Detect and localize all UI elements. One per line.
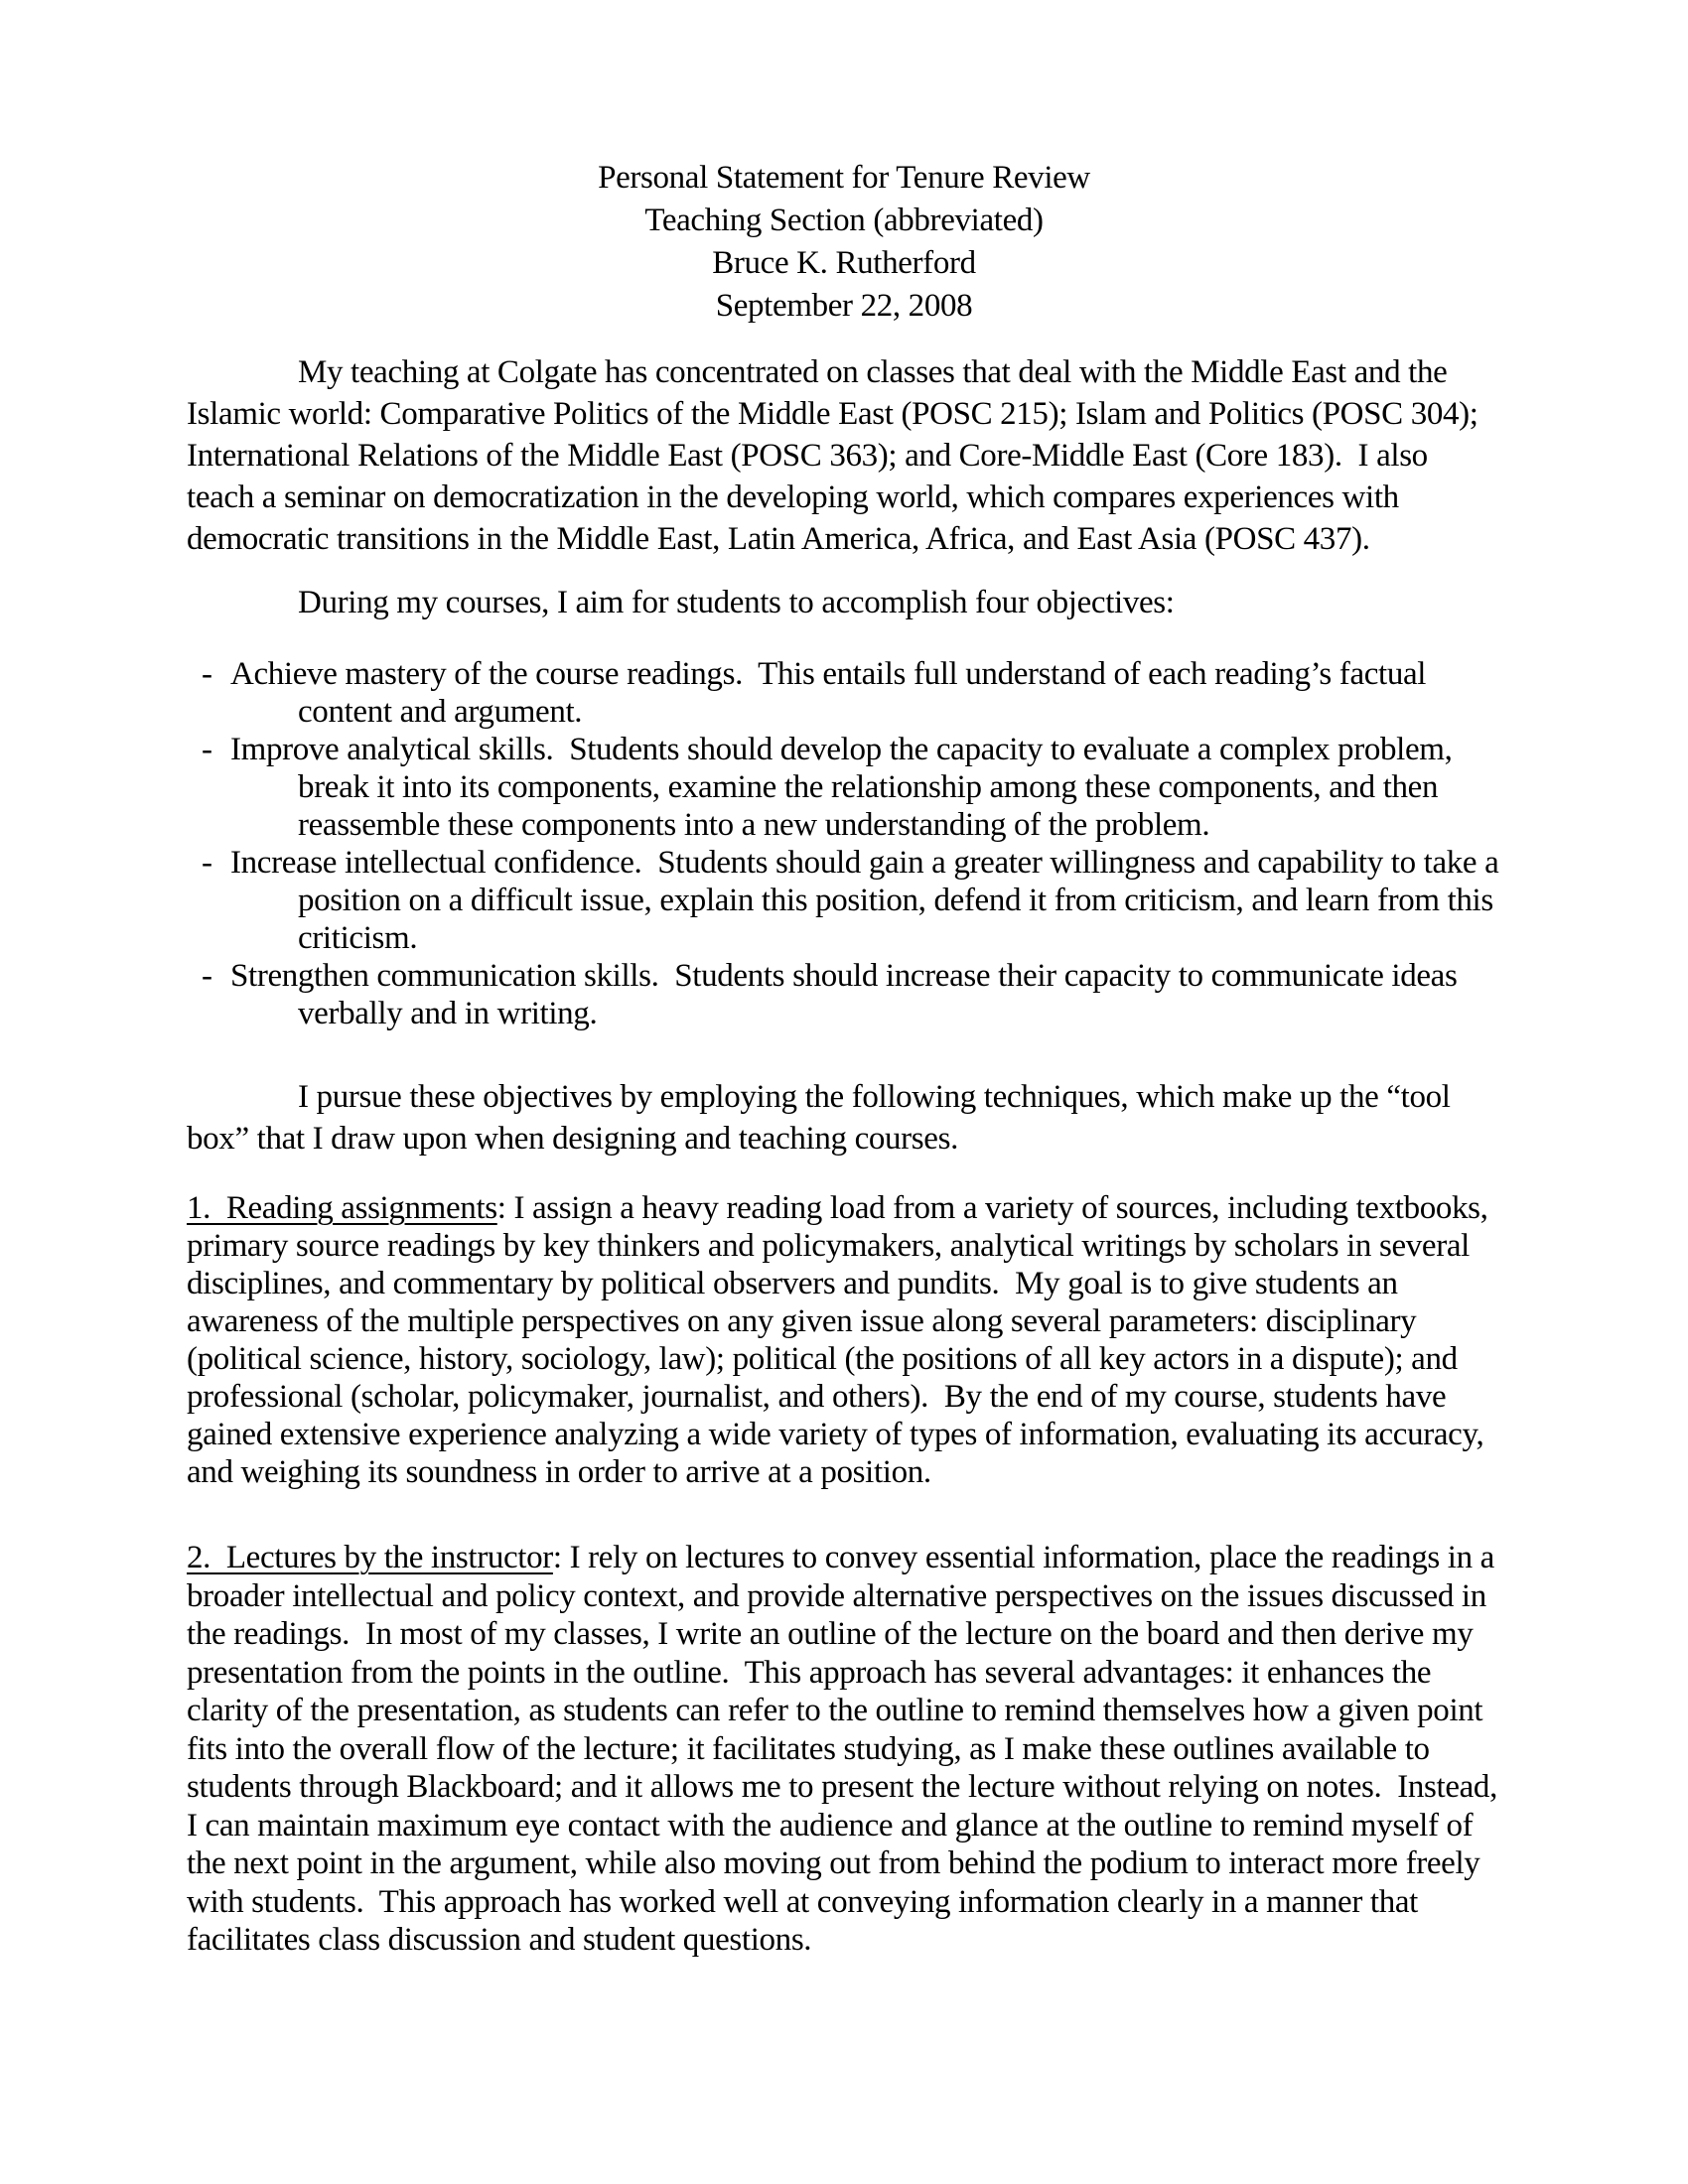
document-title-block bbox=[187, 157, 1501, 328]
section-lectures bbox=[187, 1539, 1505, 1960]
objectives-list bbox=[187, 655, 1507, 1032]
section-reading-assignments bbox=[187, 1189, 1501, 1491]
paragraph-teaching-intro: My teaching at Colgate has concentrated on classes that deal with the Middle East and the Islamic world: Comparative Politics of the Middle East (POSC 215); Islam and Politics (POSC 304); International Relations of the Middle East (POSC 363); and Core-Middle East (Core 183). I also teach a seminar on democratization in the developing world, which compares experiences with democratic transitions in the Middle East, Latin America, Africa, and East Asia (POSC 437). bbox=[187, 354, 1486, 557]
document-author: Bruce K. Rutherford bbox=[712, 245, 976, 281]
paragraph-toolbox: I pursue these objectives by employing the following techniques, which make up the “tool box” that I draw upon when designing and teaching courses. bbox=[187, 1079, 1459, 1157]
section-heading-reading-assignments: 1. Reading assignments bbox=[187, 1190, 497, 1226]
objective-text: Achieve mastery of the course readings. This entails full understand of each reading’s factual content and argument. bbox=[230, 656, 1435, 730]
objective-item-confidence bbox=[187, 844, 1507, 957]
bullet-dash: - bbox=[202, 958, 212, 994]
bullet-dash: - bbox=[202, 732, 212, 767]
document-date: September 22, 2008 bbox=[715, 288, 973, 324]
objective-item-analytical bbox=[187, 731, 1501, 844]
section-body-reading-assignments: : I assign a heavy reading load from a variety of sources, including textbooks, primary source readings by key thinkers and policymakers, analytical writings by scholars in several disciplines, and commentary by political observers and pundits. My goal is to give students an awareness of the multiple perspectives on any given issue along several parameters: disciplinary (political science, history, sociology, law); political (the positions of all key actors in a dispute); and professional (scholar, policymaker, journalist, and others). By the end of my course, students have gained extensive experience analyzing a wide variety of types of information, evaluating its accuracy, and weighing its soundness in order to arrive at a position. bbox=[187, 1190, 1496, 1490]
section-heading-lectures: 2. Lectures by the instructor bbox=[187, 1540, 553, 1575]
objective-text: Strengthen communication skills. Students should increase their capacity to communicate ideas verbally and in writing. bbox=[230, 958, 1466, 1031]
paragraph-objectives-lead: During my courses, I aim for students to accomplish four objectives: bbox=[298, 585, 1175, 620]
section-body-lectures: : I rely on lectures to convey essential information, place the readings in a broader intellectual and policy context, and provide alternative perspectives on the issues discussed in the readings. In most of my classes, I write an outline of the lecture on the board and then derive my presentation from the points in the outline. This approach has several advantages: it enhances the clarity of the presentation, as students can refer to the outline to remind themselves how a given point fits into the overall flow of the lecture; it facilitates studying, as I make these outlines available to students through Blackboard; and it allows me to present the lecture without relying on notes. Instead, I can maintain maximum eye contact with the audience and glance at the outline to remind myself of the next point in the argument, while also moving out from behind the podium to interact more freely with students. This approach has worked well at conveying information clearly in a manner that facilitates class discussion and student questions. bbox=[187, 1540, 1505, 1958]
document-subtitle: Teaching Section (abbreviated) bbox=[644, 203, 1044, 238]
objective-item-communication bbox=[187, 957, 1501, 1032]
objective-item-mastery bbox=[187, 655, 1501, 731]
bullet-dash: - bbox=[202, 845, 212, 881]
document-title: Personal Statement for Tenure Review bbox=[598, 160, 1090, 196]
objective-text: Improve analytical skills. Students should develop the capacity to evaluate a complex problem, break it into its components, examine the relationship among these components, and then reassemble these components into a new understanding of the problem. bbox=[230, 732, 1461, 843]
objective-text: Increase intellectual confidence. Students should gain a greater willingness and capability to take a position on a difficult issue, explain this position, defend it from criticism, and learn from this criticism. bbox=[230, 845, 1507, 956]
bullet-dash: - bbox=[202, 656, 212, 692]
